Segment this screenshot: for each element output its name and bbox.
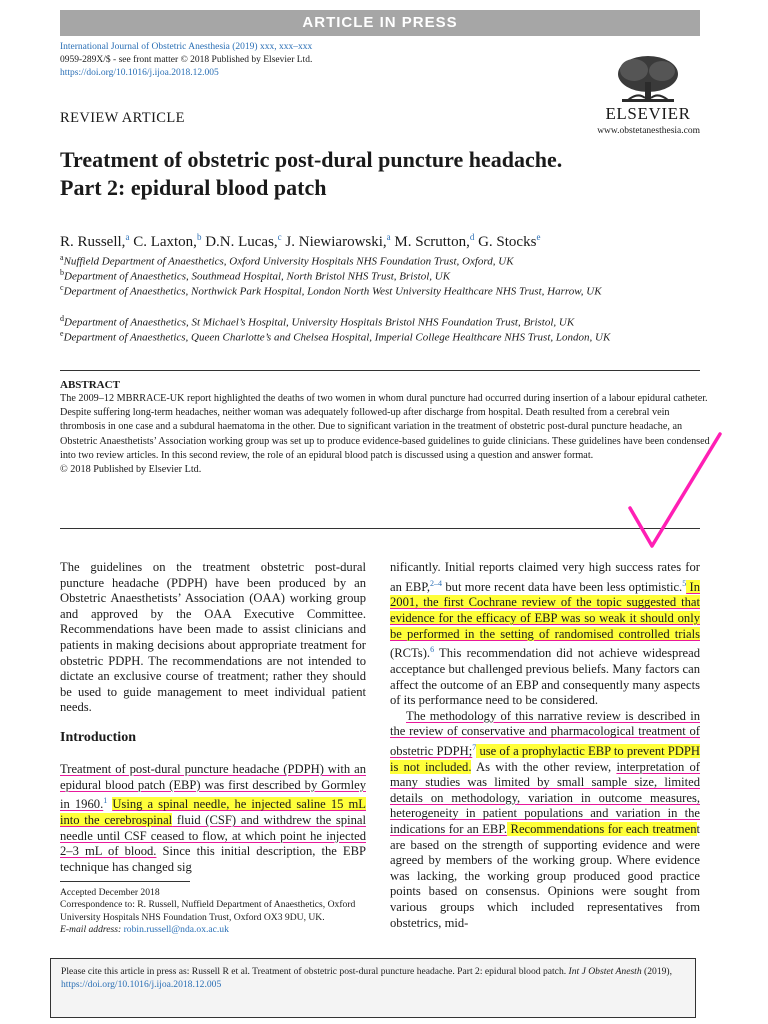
abstract-text: The 2009–12 MBRRACE-UK report highlighted the deaths of two women in whom dural puncture had occurred during insertion of a labour epidural catheter. Despite suffering long-term headaches, neither woman was adequately followed-up after discharge from hospital. Death resulted from a cerebral vein thrombosis in one case and a subdural haematoma in the other. Due to significant variation in the treatment of obstetric post-dural puncture headache, an Obstetric Anaesthetists’ Association working group was set up to produce evidence-based guidelines to guide clinicians. These guidelines have been condensed into two review articles. In this second review, the role of an epidural blood patch is discussed using a question and answer format. © 2018 Published by Elsevier Ltd.	[60, 393, 710, 476]
article-title: Treatment of obstetric post-dural puncture headache. Part 2: epidural blood patch	[60, 147, 563, 200]
body-paragraph: The guidelines on the treatment obstetric post-dural puncture headache (PDPH) have been produced by an Obstetric Anaesthetists’ Association (OAA) working group and approved by the OAA Executive Committee. Recommendations have been made to assist clinicians and patients in making decisions about appropriate treatment for obstetric PDPH. The recommendations are not intended to dictate an exclusive course of treatment; rather they should be used to guide management to meet individual patient needs.	[60, 560, 366, 715]
citation-ref[interactable]: 2–4	[430, 578, 443, 588]
citation-ref[interactable]: 1	[103, 796, 108, 806]
affiliation: $^a$Nuffield Department of Anaesthetics, Oxford University Hospitals NHS Foundation Trust, Oxford, UK	[60, 253, 514, 268]
article-in-press-banner: ARTICLE IN PRESS	[60, 10, 700, 36]
divider	[60, 370, 700, 371]
citation-ref[interactable]: 6	[430, 645, 435, 655]
highlighted-text: Recommendations for each treatmen	[507, 822, 697, 837]
cite-box: Please cite this article in press as: Russell R et al. Treatment of obstetric post-dural puncture headache. Part 2: epidural blood patch. Int J Obstet Anesth (2019), https://doi.org/10.1016/j.ijoa.2018.12.005	[50, 958, 696, 1018]
elsevier-logo	[598, 54, 698, 140]
author: D.N. Lucas,$^c$	[205, 232, 282, 250]
doi-link[interactable]: https://doi.org/10.1016/j.ijoa.2018.12.005	[61, 979, 222, 990]
affiliation: $^e$Department of Anaesthetics, Queen Charlotte’s and Chelsea Hospital, Imperial College Healthcare NHS Trust, London, UK	[60, 329, 611, 344]
author: J. Niewiarowski,$^a$	[285, 232, 391, 250]
highlighted-text: use of a prophylactic EBP to prevent PDPH is not included.	[390, 744, 700, 774]
author: M. Scrutton,$^d$	[394, 232, 475, 250]
email-link[interactable]: robin.russell@nda.ox.ac.uk	[123, 924, 229, 936]
body-paragraph: nificantly. Initial reports claimed very high success rates for an EBP,$^{2-4}$ but more recent data have been less optimistic.$^5$ In 2001, the first Cochrane review of the topic suggested that evidence for the efficacy of EBP was so weak it should only be performed in the setting of randomised controlled trials (RCTs).$^6$ This recommendation did not achieve widespread acceptance but challenged previous beliefs. Many factors can affect the outcome of an EBP and consequently many aspects of its performance need to be considered. The methodology of this narrative review is described in the review of conservative and pharmacological treatment of obstetric PDPH;$^7$ use of a prophylactic EBP to prevent PDPH is not included. As with the other review, interpretation of many studies was limited by small sample size, limited details on methodology, variation in outcome measures, heterogeneity in patient populations and variation in the indications for an EBP. Recommendations for each treatment are based on the strength of supporting evidence and were agreed by members of the working group. Where evidence was lacking, the working group produced good practice points based on consensus. Opinions were sought from various groups which included representatives from obstetrics, mid-	[390, 560, 701, 930]
doi-link[interactable]: https://doi.org/10.1016/j.ijoa.2018.12.005	[60, 68, 219, 78]
author: C. Laxton,$^b$	[133, 232, 202, 250]
section-heading: Introduction	[60, 730, 136, 745]
highlighted-text: In 2001, the first Cochrane review of the topic suggested that evidence for the efficacy of EBP was so weak it should only be performed in the setting of randomised controlled trials	[390, 579, 700, 641]
elsevier-tree-icon	[598, 54, 698, 104]
citation-ref[interactable]: 7	[472, 742, 477, 752]
footnote: Accepted December 2018 Correspondence to: R. Russell, Nuffield Department of Anaesthetics, Oxford University Hospitals NHS Foundation Trust, Oxford OX3 9DU, UK. E-mail address: robin.russell@nda.ox.ac.uk	[60, 887, 356, 936]
author-list	[60, 232, 540, 251]
pink-checkmark-icon	[600, 420, 768, 570]
author: G. Stocks$^e$	[478, 232, 541, 250]
publisher-url[interactable]: www.obstetanesthesia.com	[597, 126, 700, 136]
affiliation: $^d$Department of Anaesthetics, St Michael’s Hospital, University Hospitals Bristol NHS Foundation Trust, Bristol, UK	[60, 314, 575, 329]
citation-ref[interactable]: 5	[682, 578, 687, 588]
affiliation: $^b$Department of Anaesthetics, Southmead Hospital, North Bristol NHS Trust, Bristol, UK	[60, 268, 451, 283]
section-label: REVIEW ARTICLE	[60, 110, 185, 126]
highlighted-text: Using a spinal needle, he injected saline 15 mL into the cerebrospinal	[60, 797, 367, 827]
affiliation: $^c$Department of Anaesthetics, Northwick Park Hospital, London North West University Healthcare NHS Trust, Harrow, UK	[60, 283, 602, 298]
journal-citation[interactable]: International Journal of Obstetric Anesthesia (2019) xxx, xxx–xxx	[60, 42, 313, 52]
intro-paragraph: Treatment of post-dural puncture headache (PDPH) with an epidural blood patch (EBP) was first described by Gormley in 1960.$^1$ Using a spinal needle, he injected saline 15 mL into the cerebrospinal fluid (CSF) and withdrew the spinal needle until CSF ceased to flow, at which point he injected 2–3 mL of blood. Since this initial description, the EBP technique has changed sig	[60, 762, 367, 874]
abstract-heading: ABSTRACT	[60, 379, 120, 391]
footnote-divider	[60, 881, 190, 882]
author: R. Russell,$^a$	[60, 232, 130, 250]
issn-line: 0959-289X/$ - see front matter © 2018 Published by Elsevier Ltd.	[60, 55, 313, 65]
publisher-name: ELSEVIER	[605, 104, 691, 123]
